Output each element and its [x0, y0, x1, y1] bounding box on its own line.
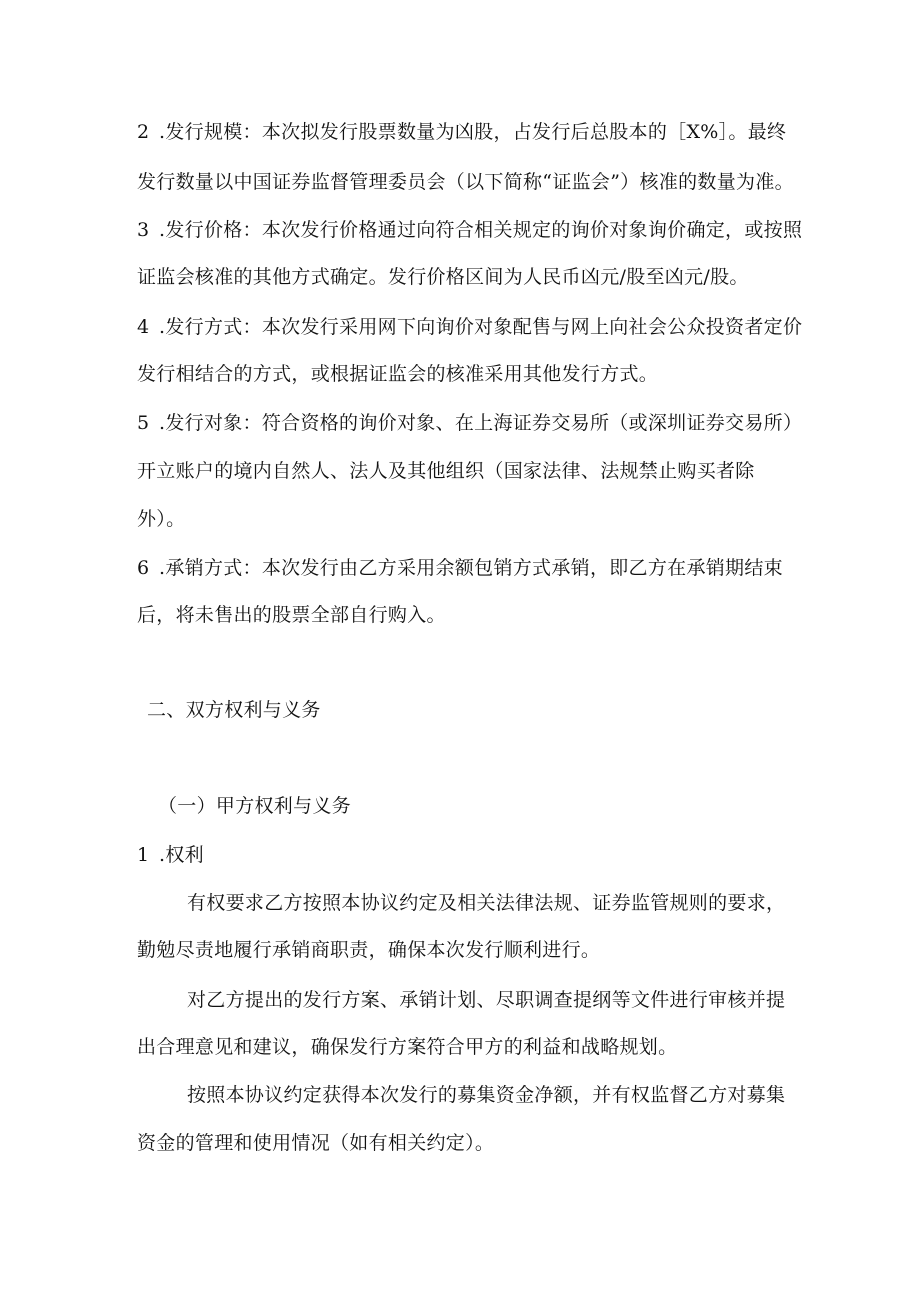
rights-heading-text: .权利: [159, 844, 204, 866]
clause-3-line-1: [137, 218, 802, 242]
paragraph-text: 按照本协议约定获得本次发行的募集资金净额，并有权监督乙方对募集: [187, 1084, 786, 1106]
clause-number: 4: [137, 316, 150, 338]
paragraph-text: 勤勉尽责地履行承销商职责，确保本次发行顺利进行。: [137, 939, 601, 961]
section-heading: [147, 698, 321, 722]
clause-number: 6: [137, 557, 150, 579]
rights-heading: [137, 843, 204, 867]
paragraph-1-line-1: [187, 891, 785, 915]
clause-number: 2: [137, 121, 150, 143]
clause-text: 外）。: [137, 508, 186, 530]
paragraph-1-line-2: [137, 938, 600, 962]
clause-text: 开立账户的境内自然人、法人及其他组织（国家法律、法规禁止购买者除: [137, 460, 755, 482]
clause-text: 发行数量以中国证券监督管理委员会（以下简称“证监会”）核准的数量为准。: [137, 171, 794, 193]
paragraph-text: 有权要求乙方按照本协议约定及相关法律法规、证券监管规则的要求，: [187, 892, 786, 914]
clause-number: 1: [137, 844, 150, 866]
subsection-heading-text: （一）甲方权利与义务: [158, 795, 352, 817]
paragraph-text: 资金的管理和使用情况（如有相关约定）。: [137, 1132, 495, 1154]
clause-text: 证监会核准的其他方式确定。发行价格区间为人民币凶元/股至凶元/股。: [137, 266, 749, 288]
clause-2-line-1: [137, 120, 786, 144]
clause-6-line-1: [137, 556, 783, 580]
clause-5-line-3: [137, 507, 185, 531]
clause-6-line-2: [137, 603, 446, 627]
clause-4-line-1: [137, 315, 802, 339]
clause-text: 后，将未售出的股票全部自行购入。: [137, 604, 446, 626]
clause-5-line-1: [137, 411, 802, 435]
paragraph-3-line-2: [137, 1131, 494, 1155]
clause-2-line-2: [137, 170, 794, 194]
paragraph-text: 对乙方提出的发行方案、承销计划、尽职调查提纲等文件进行审核并提: [187, 989, 786, 1011]
clause-text: .发行价格：本次发行价格通过向符合相关规定的询价对象询价确定，或按照: [159, 219, 803, 241]
paragraph-2-line-2: [137, 1035, 677, 1059]
clause-3-line-2: [137, 265, 749, 289]
subsection-heading: [158, 794, 351, 818]
clause-number: 5: [137, 412, 150, 434]
clause-text: .发行方式：本次发行采用网下向询价对象配售与网上向社会公众投资者定价: [159, 316, 803, 338]
paragraph-text: 出合理意见和建议，确保发行方案符合甲方的利益和战略规划。: [137, 1036, 678, 1058]
clause-5-line-2: [137, 459, 755, 483]
paragraph-3-line-1: [187, 1083, 785, 1107]
section-heading-text: 二、双方权利与义务: [147, 699, 321, 721]
clause-text: .承销方式：本次发行由乙方采用余额包销方式承销，即乙方在承销期结束: [159, 557, 783, 579]
clause-text: 发行相结合的方式，或根据证监会的核准采用其他发行方式。: [137, 363, 659, 385]
clause-text: .发行对象：符合资格的询价对象、在上海证券交易所（或深圳证券交易所）: [159, 412, 803, 434]
clause-4-line-2: [137, 362, 658, 386]
clause-number: 3: [137, 219, 150, 241]
paragraph-2-line-1: [187, 988, 785, 1012]
clause-text: .发行规模：本次拟发行股票数量为凶股，占发行后总股本的［X%］。最终: [159, 121, 787, 143]
